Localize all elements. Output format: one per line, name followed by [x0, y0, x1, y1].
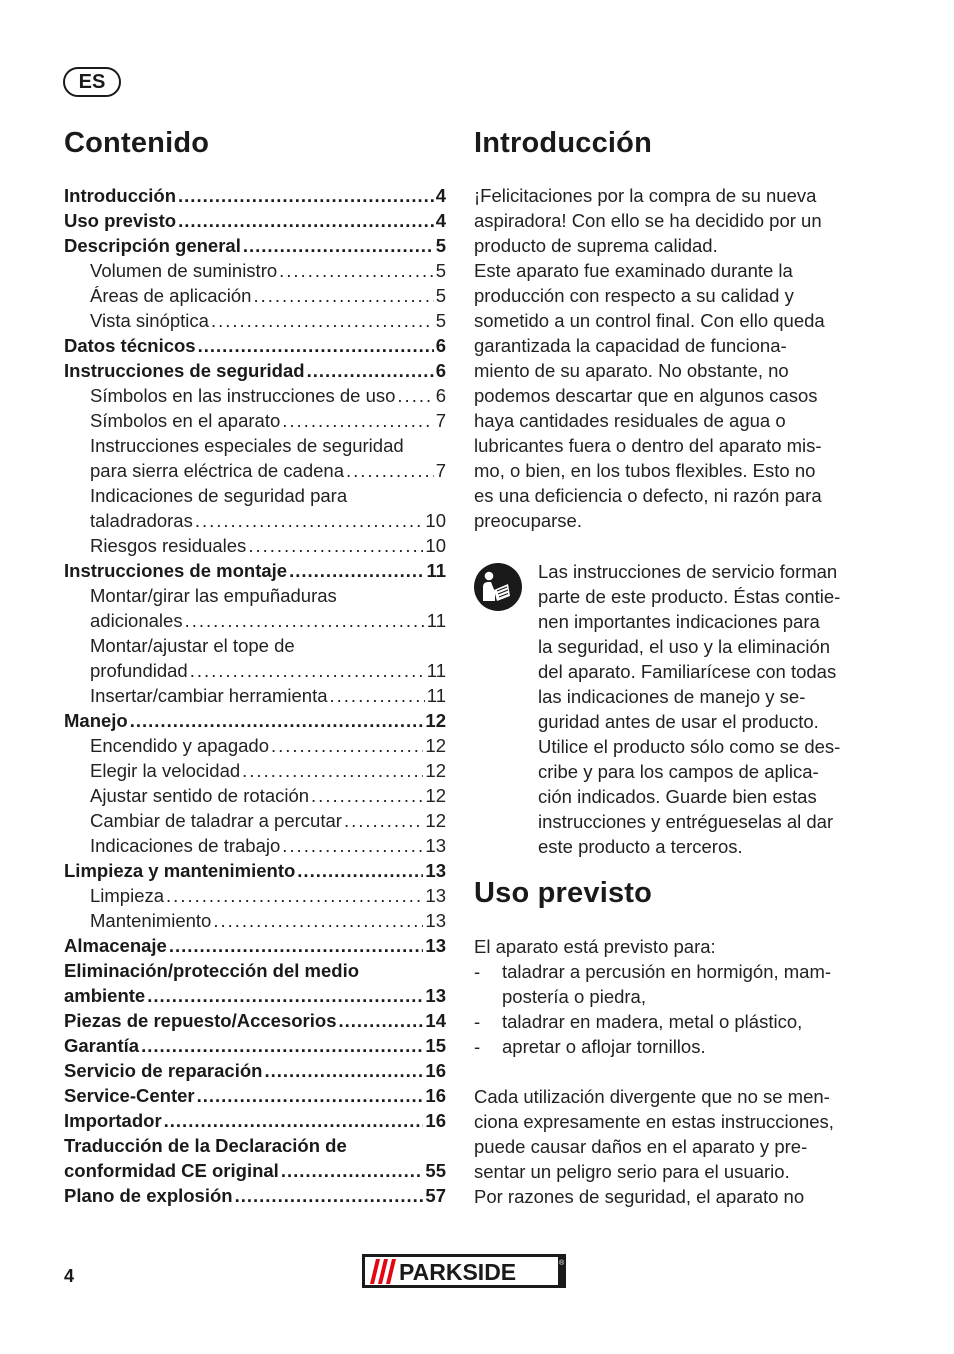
- bullet-dash: -: [474, 1036, 481, 1057]
- toc-subentry[interactable]: [64, 383, 446, 408]
- toc-leader-dots: [271, 733, 423, 758]
- toc-entry[interactable]: [64, 558, 446, 583]
- toc-leader-dots: [307, 358, 434, 383]
- toc-entry-label: Indicaciones de trabajo: [90, 835, 281, 856]
- toc-subentry[interactable]: [64, 908, 446, 933]
- toc-entry-page: 13: [425, 885, 446, 906]
- toc-leader-dots: [211, 308, 434, 333]
- toc-subentry[interactable]: [64, 683, 446, 708]
- toc-entry-page: 6: [435, 360, 446, 381]
- toc-subentry[interactable]: [64, 508, 446, 533]
- list-item-text: apretar o aflojar tornillos.: [502, 1036, 706, 1057]
- toc-entry-label: Servicio de reparación: [64, 1060, 263, 1081]
- toc-entry-page: 10: [425, 510, 446, 531]
- toc-entry[interactable]: [64, 983, 446, 1008]
- toc-entry[interactable]: [64, 958, 446, 983]
- toc-entry-label: Indicaciones de seguridad para: [90, 485, 348, 506]
- list-item-text: taladrar a percusión en hormigón, mam- postería o piedra,: [502, 961, 832, 1007]
- toc-entry-label: Montar/ajustar el tope de: [90, 635, 295, 656]
- toc-entry-label: Traducción de la Declaración de: [64, 1135, 347, 1156]
- toc-entry-page: 5: [435, 285, 446, 306]
- toc-entry[interactable]: [64, 708, 446, 733]
- toc-subentry[interactable]: [64, 658, 446, 683]
- toc-leader-dots: [147, 983, 423, 1008]
- toc-leader-dots: [397, 383, 433, 408]
- toc-entry-page: 16: [425, 1085, 446, 1106]
- toc-entry-page: 5: [435, 310, 446, 331]
- table-of-contents: [64, 183, 446, 1208]
- toc-entry-label: Garantía: [64, 1035, 140, 1056]
- toc-entry-page: 6: [435, 385, 446, 406]
- toc-entry[interactable]: [64, 1008, 446, 1033]
- toc-entry-page: 57: [425, 1185, 446, 1206]
- toc-entry[interactable]: [64, 233, 446, 258]
- toc-subentry[interactable]: [64, 458, 446, 483]
- toc-entry-label: Elegir la velocidad: [90, 760, 241, 781]
- toc-entry-label: Vista sinóptica: [90, 310, 209, 331]
- toc-leader-dots: [235, 1183, 424, 1208]
- toc-entry-label: profundidad: [90, 660, 188, 681]
- toc-entry-label: Service-Center: [64, 1085, 195, 1106]
- toc-entry-label: Riesgos residuales: [90, 535, 247, 556]
- toc-entry-label: Limpieza: [90, 885, 165, 906]
- toc-entry-page: 12: [425, 735, 446, 756]
- toc-entry-page: 12: [425, 785, 446, 806]
- toc-entry-label: Eliminación/protección del medio: [64, 960, 360, 981]
- toc-leader-dots: [169, 933, 424, 958]
- brand-name: PARKSIDE: [399, 1259, 517, 1285]
- page-number: 4: [64, 1266, 75, 1286]
- toc-entry-label: Cambiar de taladrar a percutar: [90, 810, 342, 831]
- toc-entry[interactable]: [64, 183, 446, 208]
- toc-entry-label: adicionales: [90, 610, 183, 631]
- toc-entry-label: Mantenimiento: [90, 910, 212, 931]
- toc-subentry[interactable]: [64, 733, 446, 758]
- toc-entry[interactable]: [64, 933, 446, 958]
- toc-entry[interactable]: [64, 1083, 446, 1108]
- toc-entry-page: 7: [435, 460, 446, 481]
- toc-entry-label: Instrucciones especiales de seguridad: [90, 435, 404, 456]
- toc-leader-dots: [282, 833, 423, 858]
- toc-subentry[interactable]: [64, 608, 446, 633]
- toc-entry-page: 5: [435, 235, 446, 256]
- misuse-warning: Cada utilización divergente que no se men- ciona expresamente en estas instrucciones, puede causar daños en el aparato y pre- sentar un peligro serio para el usuario. Por razones de seguridad, el aparato no: [474, 1086, 834, 1207]
- toc-leader-dots: [289, 558, 424, 583]
- toc-entry-page: 11: [426, 685, 446, 706]
- toc-leader-dots: [311, 783, 423, 808]
- language-badge: [63, 67, 121, 97]
- toc-leader-dots: [185, 608, 425, 633]
- toc-leader-dots: [248, 533, 423, 558]
- toc-leader-dots: [197, 1083, 424, 1108]
- toc-subentry[interactable]: [64, 533, 446, 558]
- toc-entry-page: 16: [425, 1060, 446, 1081]
- toc-subentry[interactable]: [64, 808, 446, 833]
- toc-leader-dots: [178, 183, 434, 208]
- toc-entry-label: Manejo: [64, 710, 128, 731]
- toc-entry-page: 11: [426, 610, 446, 631]
- toc-entry[interactable]: [64, 1158, 446, 1183]
- toc-leader-dots: [130, 708, 424, 733]
- toc-entry-label: Símbolos en las instrucciones de uso: [90, 385, 396, 406]
- list-item-text: taladrar en madera, metal o plástico,: [502, 1011, 803, 1032]
- toc-entry[interactable]: [64, 1058, 446, 1083]
- toc-leader-dots: [264, 1058, 423, 1083]
- toc-entry[interactable]: [64, 1183, 446, 1208]
- toc-subentry[interactable]: [64, 308, 446, 333]
- toc-leader-dots: [253, 283, 433, 308]
- toc-subentry[interactable]: [64, 758, 446, 783]
- toc-subentry[interactable]: [64, 483, 446, 508]
- toc-entry-page: 12: [425, 810, 446, 831]
- toc-entry-page: 12: [425, 760, 446, 781]
- bullet-dash: -: [474, 961, 481, 982]
- toc-entry[interactable]: [64, 1033, 446, 1058]
- toc-entry-page: 10: [425, 535, 446, 556]
- toc-entry[interactable]: [64, 1108, 446, 1133]
- list-item: [474, 1034, 874, 1059]
- toc-entry-page: 13: [425, 935, 446, 956]
- toc-entry-label: Montar/girar las empuñaduras: [90, 585, 337, 606]
- toc-entry-page: 15: [425, 1035, 446, 1056]
- toc-leader-dots: [141, 1033, 423, 1058]
- toc-entry-label: Datos técnicos: [64, 335, 196, 356]
- list-item: [474, 959, 874, 1009]
- toc-entry-label: Encendido y apagado: [90, 735, 269, 756]
- list-item: [474, 1009, 874, 1034]
- language-code: ES: [78, 70, 106, 93]
- toc-entry[interactable]: [64, 858, 446, 883]
- toc-entry-label: Descripción general: [64, 235, 241, 256]
- toc-entry-label: Almacenaje: [64, 935, 167, 956]
- parkside-logo: [362, 1254, 566, 1288]
- toc-entry-label: taladradoras: [90, 510, 193, 531]
- intro-title: Introducción: [474, 127, 653, 159]
- toc-entry-page: 4: [435, 185, 446, 206]
- toc-leader-dots: [346, 458, 434, 483]
- toc-subentry[interactable]: [64, 633, 446, 658]
- toc-subentry[interactable]: [64, 408, 446, 433]
- toc-entry-page: 6: [435, 335, 446, 356]
- toc-subentry[interactable]: [64, 833, 446, 858]
- toc-subentry[interactable]: [64, 433, 446, 458]
- toc-entry-page: 7: [435, 410, 446, 431]
- toc-entry-label: Uso previsto: [64, 210, 177, 231]
- toc-leader-dots: [166, 883, 423, 908]
- toc-subentry[interactable]: [64, 283, 446, 308]
- toc-entry[interactable]: [64, 208, 446, 233]
- toc-entry-page: 13: [425, 835, 446, 856]
- toc-entry-label: Insertar/cambiar herramienta: [90, 685, 328, 706]
- toc-entry-page: 13: [425, 985, 446, 1006]
- toc-leader-dots: [195, 508, 424, 533]
- toc-entry-label: Plano de explosión: [64, 1185, 233, 1206]
- toc-entry-page: 5: [435, 260, 446, 281]
- toc-entry-page: 16: [425, 1110, 446, 1131]
- toc-leader-dots: [338, 1008, 423, 1033]
- toc-entry-page: 11: [426, 560, 446, 581]
- toc-entry-label: Símbolos en el aparato: [90, 410, 281, 431]
- intended-use-title: Uso previsto: [474, 877, 653, 909]
- toc-leader-dots: [242, 758, 423, 783]
- intended-use-intro: El aparato está previsto para:: [474, 936, 716, 957]
- toc-entry-label: Instrucciones de montaje: [64, 560, 288, 581]
- toc-leader-dots: [279, 258, 434, 283]
- toc-subentry[interactable]: [64, 258, 446, 283]
- toc-leader-dots: [198, 333, 434, 358]
- toc-leader-dots: [281, 1158, 424, 1183]
- toc-entry-label: Importador: [64, 1110, 162, 1131]
- instructions-notice: Las instrucciones de servicio forman parte de este producto. Éstas contie- nen importantes indicaciones para la seguridad, el uso y la eliminación del aparato. Familiarícese con todas las indicaciones de manejo y se- guridad antes de usar el producto. Utilice el producto sólo como se des- cribe y para los campos de aplica- ción indicados. Guarde bien estas instrucciones y entrégueselas al dar este producto a terceros.: [538, 561, 841, 857]
- toc-subentry[interactable]: [64, 883, 446, 908]
- toc-entry-page: 14: [425, 1010, 446, 1031]
- toc-leader-dots: [213, 908, 423, 933]
- intended-use-list: [474, 959, 874, 1059]
- toc-entry-label: Instrucciones de seguridad: [64, 360, 305, 381]
- toc-entry-label: Limpieza y mantenimiento: [64, 860, 296, 881]
- toc-entry-label: conformidad CE original: [64, 1160, 279, 1181]
- toc-entry-label: Áreas de aplicación: [90, 285, 252, 306]
- toc-subentry[interactable]: [64, 783, 446, 808]
- toc-subentry[interactable]: [64, 583, 446, 608]
- toc-entry-label: ambiente: [64, 985, 146, 1006]
- toc-entry-label: Piezas de repuesto/Accesorios: [64, 1010, 337, 1031]
- toc-leader-dots: [330, 683, 425, 708]
- toc-entry-page: 11: [426, 660, 446, 681]
- toc-entry-page: 13: [425, 910, 446, 931]
- toc-leader-dots: [344, 808, 423, 833]
- toc-leader-dots: [164, 1108, 424, 1133]
- toc-entry[interactable]: [64, 358, 446, 383]
- bullet-dash: -: [474, 1011, 481, 1032]
- toc-leader-dots: [243, 233, 434, 258]
- toc-entry-page: 12: [425, 710, 446, 731]
- toc-leader-dots: [297, 858, 423, 883]
- toc-title: Contenido: [64, 127, 210, 159]
- toc-entry-label: Ajustar sentido de rotación: [90, 785, 310, 806]
- toc-entry-label: Volumen de suministro: [90, 260, 278, 281]
- toc-leader-dots: [282, 408, 433, 433]
- toc-entry[interactable]: [64, 333, 446, 358]
- toc-entry-page: 13: [425, 860, 446, 881]
- read-manual-icon: [474, 563, 522, 611]
- toc-leader-dots: [178, 208, 434, 233]
- toc-leader-dots: [190, 658, 425, 683]
- toc-entry-page: 4: [435, 210, 446, 231]
- intro-paragraph: ¡Felicitaciones por la compra de su nueva aspiradora! Con ello se ha decidido por un producto de suprema calidad. Este aparato fue examinado durante la producción con respecto a su calidad y sometido a un control final. Con ello queda garantizada la capacidad de funciona- miento de su aparato. No obstante, no podemos descartar que en algunos casos haya cantidades residuales de agua o lubricantes fuera o dentro del aparato mis- mo, o bien, en los tubos flexibles. Esto no es una deficiencia o defecto, ni razón para preocuparse.: [474, 185, 825, 531]
- toc-entry[interactable]: [64, 1133, 446, 1158]
- toc-entry-label: Introducción: [64, 185, 177, 206]
- brand-mark: ®: [559, 1260, 565, 1267]
- toc-entry-label: para sierra eléctrica de cadena: [90, 460, 345, 481]
- toc-entry-page: 55: [425, 1160, 446, 1181]
